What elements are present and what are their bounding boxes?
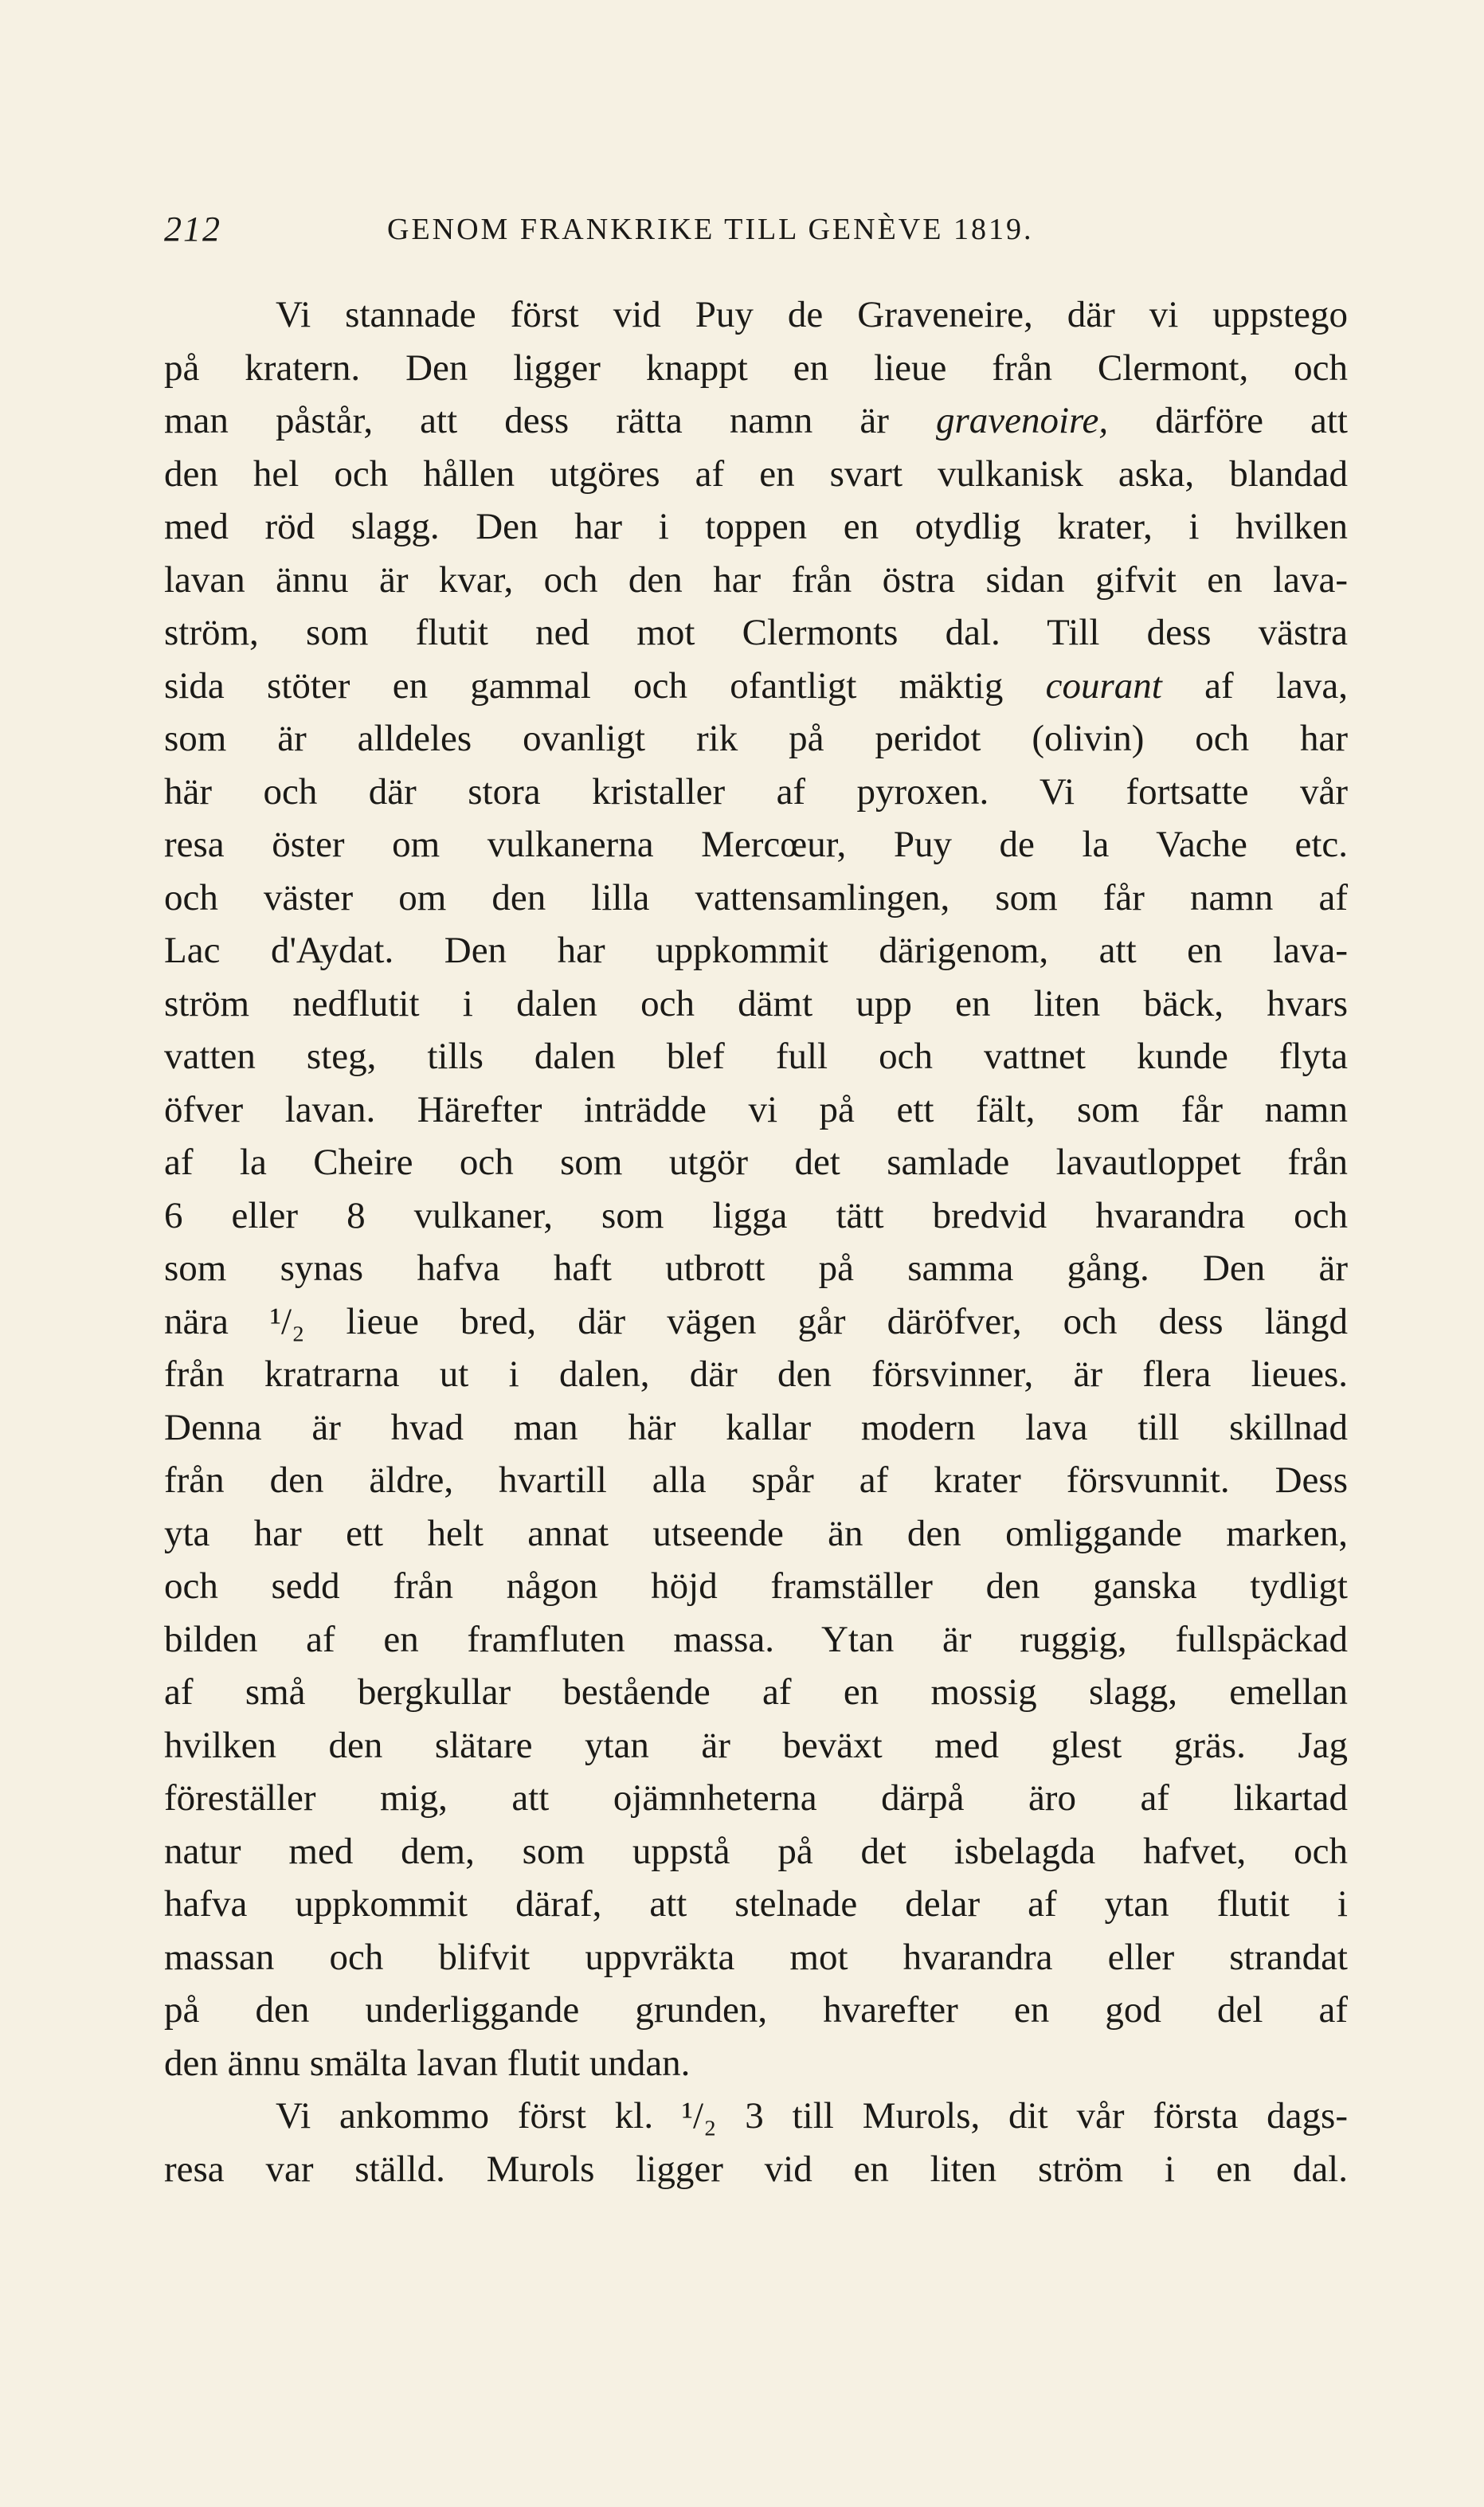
text-line: af la Cheire och som utgör det samlade lavautloppet från [164,1142,1348,1183]
text-line: resa öster om vulkanerna Mercœur, Puy de la Vache etc. [164,824,1348,865]
text-line: bilden af en framfluten massa. Ytan är ruggig, fullspäckad [164,1618,1348,1660]
text-line: af små bergkullar bestående af en mossig slagg, emellan [164,1671,1348,1713]
text-line: den ännu smälta lavan flutit undan. [164,2042,691,2084]
text-line: hafva uppkommit däraf, att stelnade delar af ytan flutit i [164,1883,1348,1925]
text-line: vatten steg, tills dalen blef full och vattnet kunde flyta [164,1036,1348,1077]
running-title: GENOM FRANKRIKE TILL GENÈVE 1819. [387,213,1034,246]
text-line: från kratrarna ut i dalen, där den försvinner, är flera lieues. [164,1353,1348,1395]
text-line: den hel och hållen utgöres af en svart vulkanisk aska, blandad [164,452,1348,495]
text-line: som synas hafva haft utbrott på samma gång. Den är [164,1248,1348,1289]
text-line: från den äldre, hvartill alla spår af krater försvunnit. Dess [164,1459,1348,1501]
text-line: på kratern. Den ligger knappt en lieue från Clermont, och [164,347,1348,389]
text-line [164,660,1348,713]
text-line: natur med dem, som uppstå på det isbelagda hafvet, och [164,1830,1348,1872]
text-line: Vi ankommo först kl. ¹/₂ 3 till Murols, dit vår första dags- [276,2095,1348,2137]
text-line: 6 eller 8 vulkaner, som ligga tätt bredvid hvarandra och [164,1194,1348,1236]
text-line: massan och blifvit uppvräkta mot hvarandra eller strandat [164,1936,1348,1978]
text-line: ström, som flutit ned mot Clermonts dal. Till dess västra [164,612,1348,653]
text-line: nära ¹/₂ lieue bred, där vägen går däröfver, och dess längd [164,1300,1348,1342]
italic-term: courant [1045,664,1162,707]
text-line: Lac d'Aydat. Den har uppkommit därigenom, att en lava- [164,930,1348,971]
text-line: och sedd från någon höjd framställer den ganska tydligt [164,1565,1348,1607]
page-number: 212 [164,210,221,249]
text-segment: därföre att [1108,400,1348,441]
text-line [164,394,1348,448]
text-segment: sida stöter en gammal och ofantligt mäktig [164,664,1046,707]
text-segment: af lava, [1161,664,1349,707]
body-text [164,288,1348,2196]
text-line: ström nedflutit i dalen och dämt upp en liten bäck, hvars [164,982,1348,1024]
text-line: öfver lavan. Härefter inträdde vi på ett fält, som får namn [164,1088,1348,1130]
text-segment: man påstår, att dess rätta namn är [164,400,936,441]
text-line: föreställer mig, att ojämnheterna därpå äro af likartad [164,1777,1348,1819]
italic-term: gravenoire, [935,400,1109,441]
text-line: Denna är hvad man här kallar modern lava till skillnad [164,1406,1348,1448]
text-line: hvilken den slätare ytan är beväxt med glest gräs. Jag [164,1724,1348,1766]
text-line: yta har ett helt annat utseende än den omliggande marken, [164,1512,1348,1554]
text-line: som är alldeles ovanligt rik på peridot (olivin) och har [164,718,1348,759]
text-line: och väster om den lilla vattensamlingen, som får namn af [164,876,1348,919]
text-line: på den underliggande grunden, hvarefter en god del af [164,1989,1348,2031]
text-line: här och där stora kristaller af pyroxen. Vi fortsatte vår [164,770,1348,813]
text-line: resa var ställd. Murols ligger vid en liten ström i en dal. [164,2148,1348,2190]
text-line: med röd slagg. Den har i toppen en otydlig krater, i hvilken [164,506,1348,547]
text-line: Vi stannade först vid Puy de Graveneire, där vi uppstego [276,294,1348,335]
text-line: lavan ännu är kvar, och den har från östra sidan gifvit en lava- [164,558,1348,601]
running-head [164,209,1112,257]
